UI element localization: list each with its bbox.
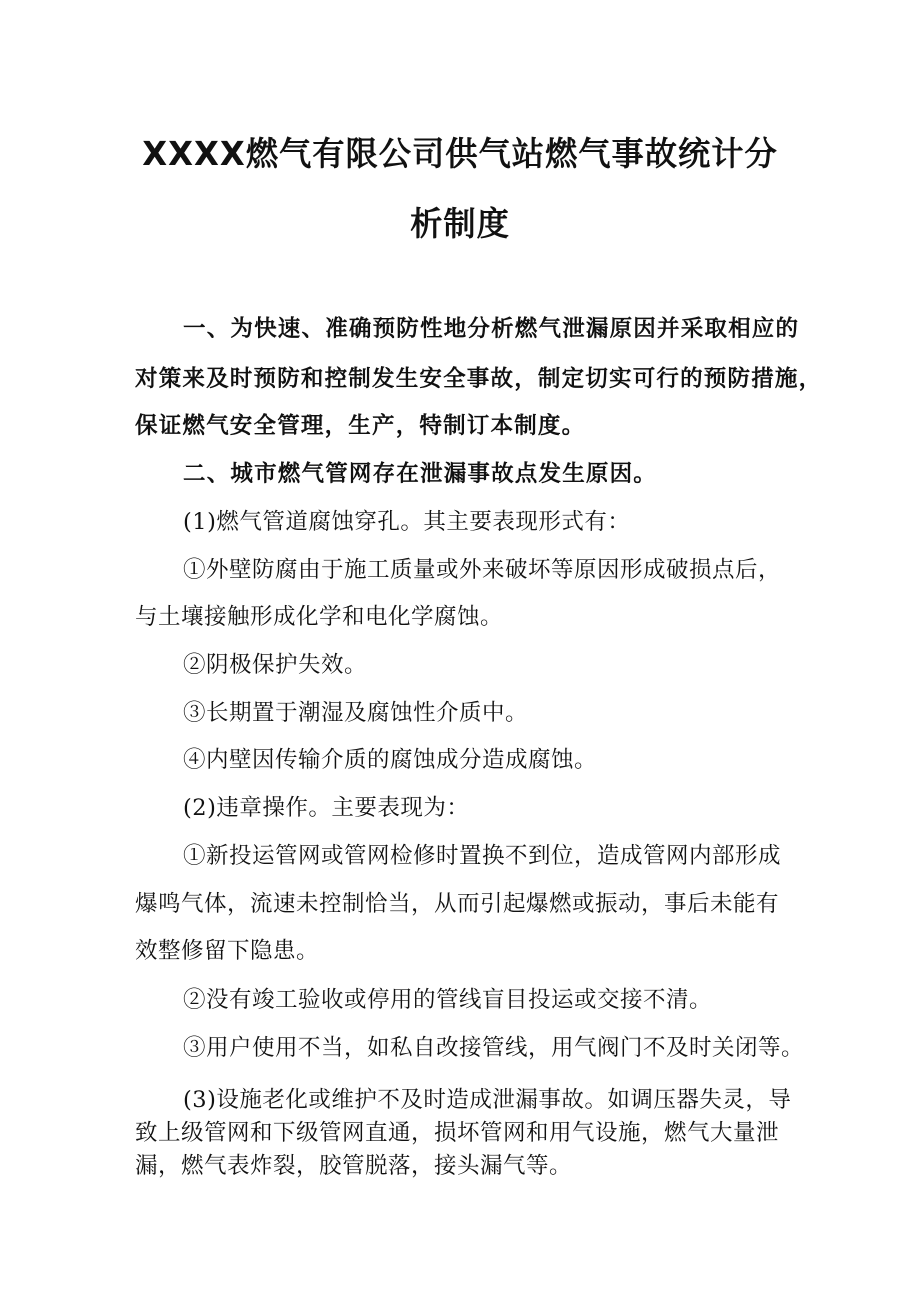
cause-1-item-1-line-1: ①外壁防腐由于施工质量或外来破坏等原因形成破损点后， (183, 557, 782, 583)
cause-1-item-3: ③长期置于潮湿及腐蚀性介质中。 (183, 700, 529, 726)
cause-3-line-2: 致上级管网和下级管网直通，损坏管网和用气设施，燃气大量泄 (135, 1120, 780, 1146)
section-1-line-2: 对策来及时预防和控制发生安全事故，制定切实可行的预防措施， (135, 366, 823, 392)
document-title-line-2: 析制度 (410, 204, 510, 243)
cause-2-item-1-line-2: 爆鸣气体，流速未控制恰当，从而引起爆燃或振动，事后未能有 (135, 891, 780, 917)
cause-2-heading: (2)违章操作。主要表现为： (183, 795, 470, 821)
section-1-line-1: 一、为快速、准确预防性地分析燃气泄漏原因并采取相应的 (183, 316, 800, 342)
cause-1-item-1-line-2: 与土壤接触形成化学和电化学腐蚀。 (135, 604, 504, 630)
cause-2-item-3: ③用户使用不当，如私自改接管线，用气阀门不及时关闭等。 (183, 1035, 805, 1061)
cause-1-heading: (1)燃气管道腐蚀穿孔。其主要表现形式有： (183, 509, 631, 535)
cause-2-item-2: ②没有竣工验收或停用的管线盲目投运或交接不清。 (183, 987, 713, 1013)
document-title-line-1: XXXX燃气有限公司供气站燃气事故统计分 (142, 134, 778, 173)
section-1-line-3: 保证燃气安全管理，生产，特制订本制度。 (135, 413, 586, 439)
cause-2-item-1-line-3: 效整修留下隐患。 (135, 938, 320, 964)
cause-1-item-2: ②阴极保护失效。 (183, 652, 368, 678)
cause-3-line-1: (3)设施老化或维护不及时造成泄漏事故。如调压器失灵，导 (183, 1087, 792, 1113)
section-2-heading: 二、城市燃气管网存在泄漏事故点发生原因。 (183, 461, 658, 487)
cause-2-item-1-line-1: ①新投运管网或管网检修时置换不到位，造成管网内部形成 (183, 843, 782, 869)
cause-1-item-4: ④内壁因传输介质的腐蚀成分造成腐蚀。 (183, 747, 598, 773)
cause-3-line-3: 漏，燃气表炸裂，胶管脱落，接头漏气等。 (135, 1153, 573, 1179)
